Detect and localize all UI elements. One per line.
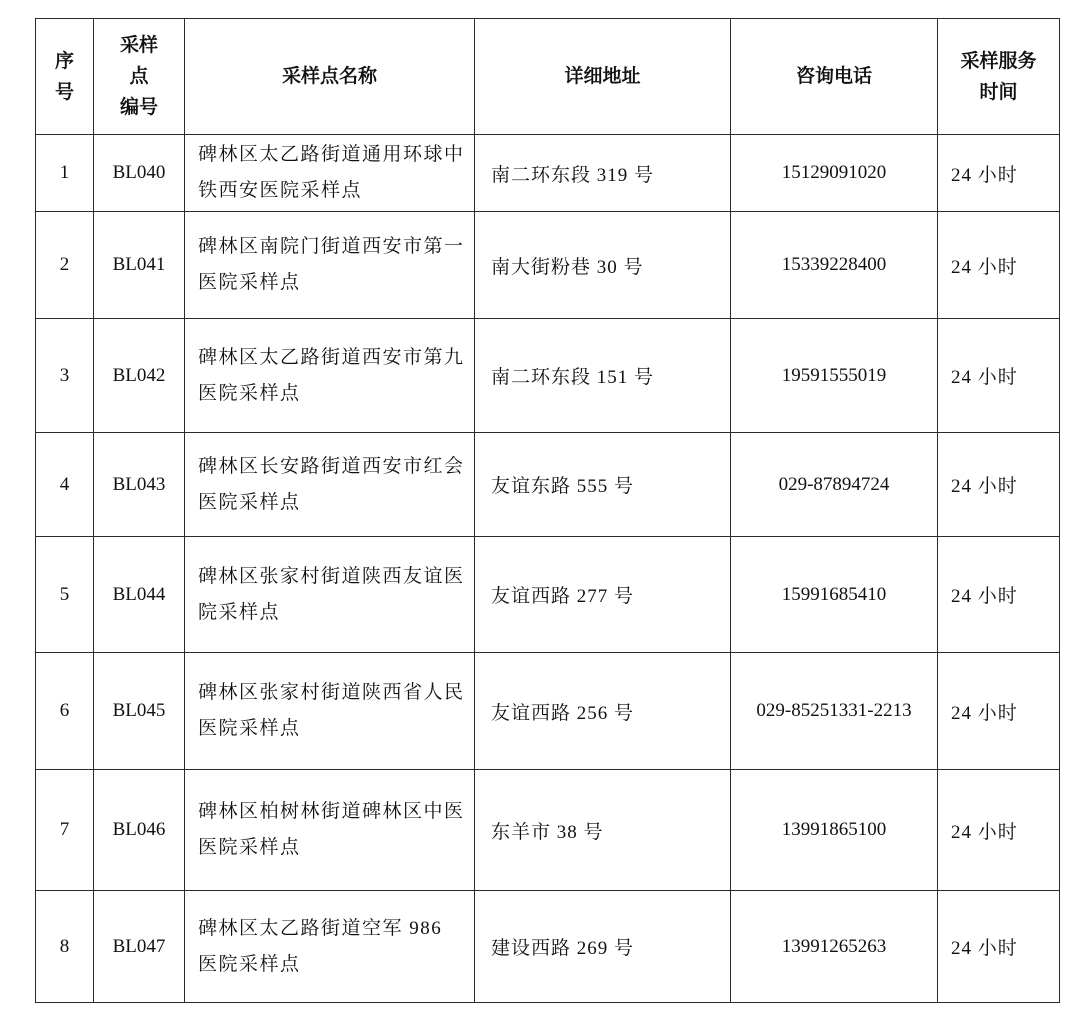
cell-phone: 15339228400 — [731, 212, 938, 319]
table-row — [36, 770, 1060, 891]
cell-name: 碑林区长安路街道西安市红会医院采样点 — [185, 433, 475, 537]
cell-code: BL041 — [94, 212, 185, 319]
cell-name: 碑林区太乙路街道西安市第九医院采样点 — [185, 319, 475, 433]
cell-name: 碑林区张家村街道陕西友谊医院采样点 — [185, 537, 475, 653]
cell-code: BL043 — [94, 433, 185, 537]
cell-phone: 13991865100 — [731, 770, 938, 891]
cell-address: 南二环东段 151 号 — [475, 319, 731, 433]
cell-address: 南大街粉巷 30 号 — [475, 212, 731, 319]
cell-seq: 8 — [36, 891, 94, 1003]
cell-hours: 24 小时 — [938, 135, 1060, 212]
cell-code: BL042 — [94, 319, 185, 433]
cell-name: 碑林区柏树林街道碑林区中医医院采样点 — [185, 770, 475, 891]
cell-hours: 24 小时 — [938, 770, 1060, 891]
cell-address: 友谊东路 555 号 — [475, 433, 731, 537]
cell-seq: 1 — [36, 135, 94, 212]
table-row — [36, 537, 1060, 653]
header-seq: 序 号 — [36, 19, 94, 135]
cell-code: BL046 — [94, 770, 185, 891]
cell-hours: 24 小时 — [938, 319, 1060, 433]
header-hours: 采样服务 时间 — [938, 19, 1060, 135]
cell-address: 建设西路 269 号 — [475, 891, 731, 1003]
cell-code: BL047 — [94, 891, 185, 1003]
cell-address: 友谊西路 277 号 — [475, 537, 731, 653]
cell-hours: 24 小时 — [938, 891, 1060, 1003]
cell-phone: 15991685410 — [731, 537, 938, 653]
cell-name: 碑林区太乙路街道空军 986 医院采样点 — [185, 891, 475, 1003]
sampling-sites-table — [35, 18, 1060, 1003]
cell-phone: 029-87894724 — [731, 433, 938, 537]
cell-code: BL045 — [94, 653, 185, 770]
cell-seq: 6 — [36, 653, 94, 770]
cell-hours: 24 小时 — [938, 212, 1060, 319]
cell-seq: 4 — [36, 433, 94, 537]
header-name: 采样点名称 — [185, 19, 475, 135]
cell-name: 碑林区张家村街道陕西省人民医院采样点 — [185, 653, 475, 770]
cell-address: 东羊市 38 号 — [475, 770, 731, 891]
table-row — [36, 433, 1060, 537]
cell-hours: 24 小时 — [938, 653, 1060, 770]
cell-phone: 15129091020 — [731, 135, 938, 212]
cell-phone: 19591555019 — [731, 319, 938, 433]
cell-seq: 2 — [36, 212, 94, 319]
cell-seq: 3 — [36, 319, 94, 433]
table-row — [36, 891, 1060, 1003]
header-code: 采样 点 编号 — [94, 19, 185, 135]
table-row — [36, 319, 1060, 433]
header-row — [36, 19, 1060, 135]
table-row — [36, 653, 1060, 770]
cell-name: 碑林区南院门街道西安市第一医院采样点 — [185, 212, 475, 319]
table-row — [36, 135, 1060, 212]
cell-hours: 24 小时 — [938, 537, 1060, 653]
cell-phone: 13991265263 — [731, 891, 938, 1003]
cell-address: 友谊西路 256 号 — [475, 653, 731, 770]
header-address: 详细地址 — [475, 19, 731, 135]
cell-address: 南二环东段 319 号 — [475, 135, 731, 212]
header-phone: 咨询电话 — [731, 19, 938, 135]
cell-name: 碑林区太乙路街道通用环球中铁西安医院采样点 — [185, 135, 475, 212]
cell-code: BL040 — [94, 135, 185, 212]
cell-phone: 029-85251331-2213 — [731, 653, 938, 770]
cell-code: BL044 — [94, 537, 185, 653]
table-row — [36, 212, 1060, 319]
cell-hours: 24 小时 — [938, 433, 1060, 537]
cell-seq: 5 — [36, 537, 94, 653]
cell-seq: 7 — [36, 770, 94, 891]
